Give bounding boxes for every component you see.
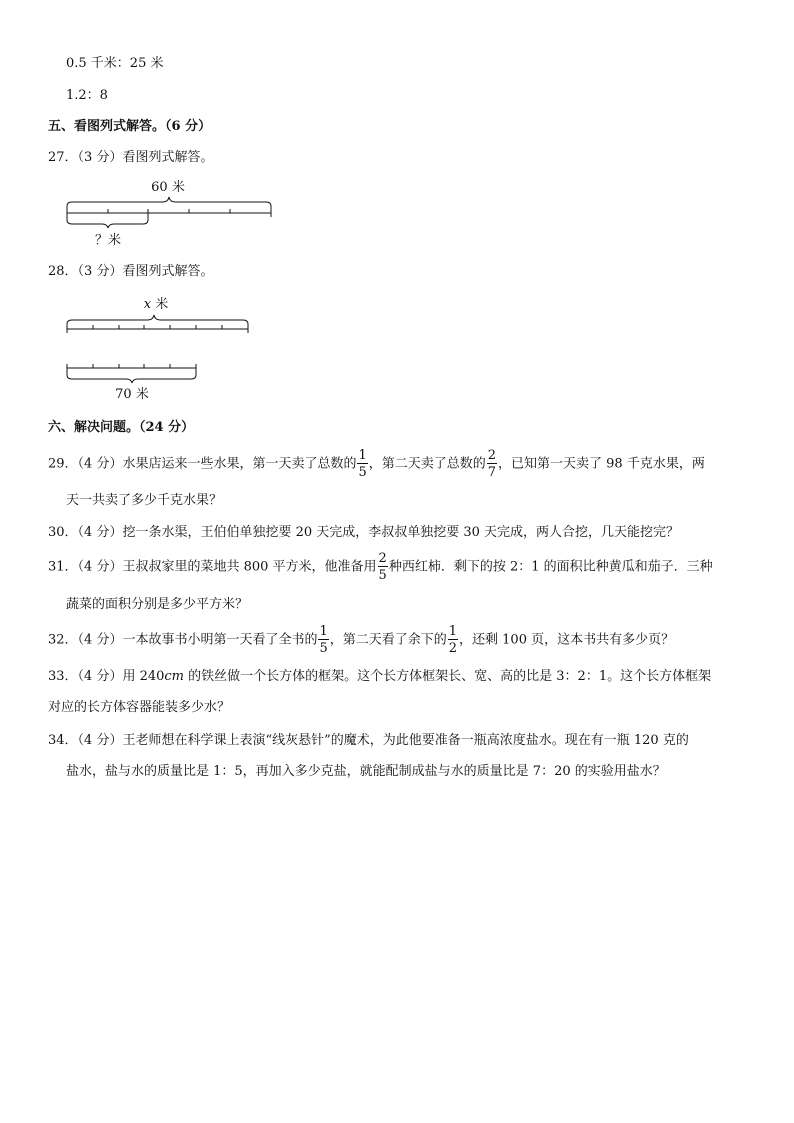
- q28-bottom-brace: [67, 372, 196, 383]
- question-34-line-1: 34．（4 分）王老师想在科学课上表演“线灰悬针”的魔术，为此他要准备一瓶高浓度盐水。现在有一瓶 120 克的: [48, 733, 689, 748]
- question-33-line-2: 对应的长方体容器能装多少水？: [48, 700, 231, 715]
- question-31-line-1: 31．（4 分）王叔叔家里的菜地共 800 平方米，他准备用 $\frac{2}{5}$ 种西红柿．剩下的按 2：1 的面积比种黄瓜和茄子．三种: [48, 551, 713, 583]
- ratio-item-2: 1.2：8: [66, 88, 108, 103]
- question-34-line-2: 盐水，盐与水的质量比是 1：5，再加入多少克盐，就能配制成盐与水的质量比是 7：20 的实验用盐水？: [66, 764, 666, 779]
- q27-bottom-brace: [67, 217, 148, 228]
- ratio-item-1: 0.5 千米：25 米: [66, 56, 164, 71]
- q28-diagram: [60, 290, 260, 402]
- q27-bottom-label: ？米: [94, 233, 122, 247]
- q32-fraction-2: $\frac{1}{2}$: [448, 624, 458, 656]
- question-32: 32．（4 分）一本故事书小明第一天看了全书的 $\frac{1}{5}$ ，第二天看了余下的 $\frac{1}{2}$ ，还剩 100 页，这本书共有多少页？: [48, 624, 675, 656]
- question-30: 30．（4 分）挖一条水渠，王伯伯单独挖要 20 天完成，李叔叔单独挖要 30 天完成，两人合挖，几天能挖完？: [48, 525, 680, 540]
- q32-fraction-1: $\frac{1}{5}$: [319, 624, 328, 656]
- question-29-line-2: 天一共卖了多少千克水果？: [66, 493, 223, 508]
- section-six-title: 六、解决问题。（24 分）: [48, 420, 195, 435]
- question-33-line-1: 33．（4 分）用 240cm 的铁丝做一个长方体的框架。这个长方体框架长、宽、高的比是 3：2：1。这个长方体框架: [48, 669, 712, 684]
- q31-fraction: $\frac{2}{5}$: [378, 551, 387, 583]
- q28-bottom-label: 70 米: [115, 387, 149, 402]
- q28-top-label: x 米: [143, 297, 169, 312]
- q27-top-brace: [67, 197, 271, 213]
- question-28: 28．（3 分）看图列式解答。: [48, 264, 214, 279]
- question-27: 27．（3 分）看图列式解答。: [48, 150, 214, 165]
- q28-top-brace: [67, 315, 248, 329]
- q27-diagram: [60, 175, 280, 247]
- question-29-line-1: 29．（4 分）水果店运来一些水果，第一天卖了总数的 $\frac{1}{5}$ ，第二天卖了总数的 $\frac{2}{7}$ ，已知第一天卖了 98 千克水果，两: [48, 448, 705, 480]
- q27-top-label: 60 米: [151, 180, 185, 195]
- q29-fraction-2: $\frac{2}{7}$: [487, 448, 497, 480]
- section-five-title: 五、看图列式解答。（6 分）: [48, 119, 212, 134]
- q29-fraction-1: $\frac{1}{5}$: [358, 448, 367, 480]
- question-31-line-2: 蔬菜的面积分别是多少平方米？: [66, 597, 249, 612]
